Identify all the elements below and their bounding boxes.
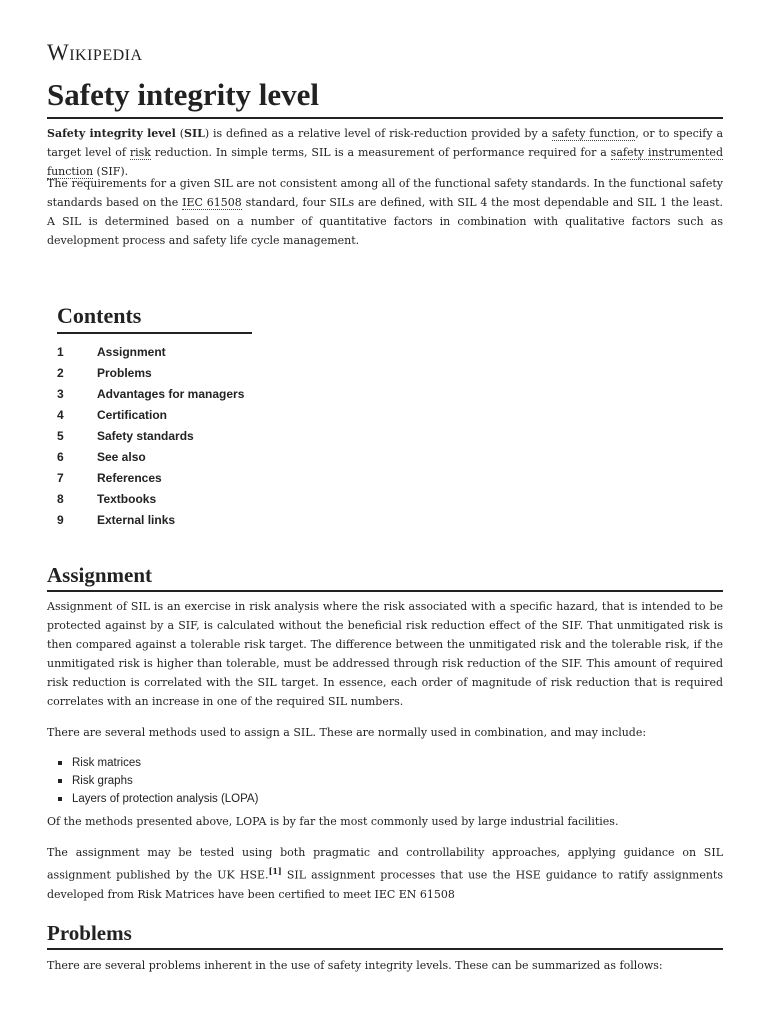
intro-text: , or to specify a target level of	[47, 127, 723, 159]
table-of-contents	[57, 302, 267, 531]
toc-number: 3	[57, 387, 64, 401]
link-safety-instrumented-function[interactable]: safety instrumented function	[47, 146, 723, 178]
toc-number: 5	[57, 429, 64, 443]
intro-text: (SIF).	[93, 165, 129, 178]
toc-number: 9	[57, 513, 64, 527]
toc-item-textbooks[interactable]	[57, 489, 267, 510]
toc-number: 1	[57, 345, 64, 359]
intro-text: (	[175, 127, 185, 140]
intro-text: reduction. In simple terms, SIL is a measurement of performance required for a	[150, 146, 611, 159]
reference-link[interactable]: [1]	[268, 866, 282, 876]
intro-paragraph-1	[47, 124, 723, 181]
assignment-paragraph-2: There are several methods used to assign a SIL. These are normally used in combination, and may include:	[47, 726, 647, 739]
toc-number: 2	[57, 366, 64, 380]
link-safety-function[interactable]: safety function	[551, 127, 636, 140]
toc-item-assignment[interactable]	[57, 342, 267, 363]
list-item: Risk graphs	[47, 772, 258, 790]
toc-label: References	[97, 471, 162, 485]
toc-label: Safety standards	[97, 429, 194, 443]
intro-text: The requirements for a given SIL are not consistent among all of the functional safety standards. In the functional safety standards based on the	[47, 177, 723, 209]
intro-text: standard, four SILs are defined, with SIL 4 the most dependable and SIL 1 the least. A SIL is determined based on a number of quantitative factors in combination with qualitative factors such as development process and safety life cycle management.	[47, 196, 724, 247]
intro-bold-abbrev: SIL	[184, 127, 205, 140]
list-item: Layers of protection analysis (LOPA)	[47, 790, 258, 808]
toc-number: 7	[57, 471, 64, 485]
toc-list	[57, 342, 267, 531]
link-iec-61508[interactable]: IEC 61508	[182, 196, 242, 209]
assignment-methods-list	[47, 754, 258, 808]
paragraph-text: The assignment may be tested using both pragmatic and controllability approaches, applying guidance on SIL assignment published by the UK HSE.	[47, 846, 723, 882]
toc-item-advantages[interactable]	[57, 384, 267, 405]
toc-label: Assignment	[97, 345, 166, 359]
page-title: Safety integrity level	[47, 76, 723, 119]
wikipedia-logo[interactable]: Wikipedia	[47, 40, 143, 65]
toc-item-problems[interactable]	[57, 363, 267, 384]
section-heading-problems: Problems	[47, 920, 723, 950]
toc-label: Problems	[97, 366, 152, 380]
list-item: Risk matrices	[47, 754, 258, 772]
toc-label: Textbooks	[97, 492, 157, 506]
toc-label: External links	[97, 513, 176, 527]
toc-number: 8	[57, 492, 64, 506]
toc-item-see-also[interactable]	[57, 447, 267, 468]
section-heading-assignment: Assignment	[47, 562, 723, 592]
assignment-paragraph-4	[47, 843, 723, 904]
toc-number: 4	[57, 408, 64, 422]
assignment-paragraph-3: Of the methods presented above, LOPA is by far the most commonly used by large industrial facilities.	[47, 815, 619, 828]
toc-item-certification[interactable]	[57, 405, 267, 426]
intro-bold-term: Safety integrity level	[47, 127, 176, 140]
paragraph-text: SIL assignment processes that use the HSE guidance to ratify assignments developed from Risk Matrices have been certified to meet IEC EN 61508	[47, 868, 723, 901]
toc-number: 6	[57, 450, 64, 464]
toc-label: Certification	[97, 408, 168, 422]
toc-item-external-links[interactable]	[57, 510, 267, 531]
assignment-paragraph-1: Assignment of SIL is an exercise in risk analysis where the risk associated with a specific hazard, that is intended to be protected against by a SIF, is calculated without the beneficial risk reduction effect of the SIF. That unmitigated risk is then compared against a tolerable risk target. The difference between the unmitigated risk and the tolerable risk, if the unmitigated risk is higher than tolerable, must be addressed through risk reduction of the SIF. This amount of required risk reduction is correlated with the SIL target. In essence, each order of magnitude of risk reduction that is required correlates with an increase in one of the required SIL numbers.	[47, 600, 723, 708]
intro-text: ) is defined as a relative level of risk-reduction provided by a	[204, 127, 552, 140]
toc-label: See also	[97, 450, 146, 464]
link-risk[interactable]: risk	[129, 146, 151, 159]
toc-item-safety-standards[interactable]	[57, 426, 267, 447]
toc-item-references[interactable]	[57, 468, 267, 489]
toc-label: Advantages for managers	[97, 387, 245, 401]
intro-paragraph-2	[47, 174, 723, 250]
toc-title: Contents	[57, 302, 252, 334]
problems-paragraph-1: There are several problems inherent in the use of safety integrity levels. These can be summarized as follows:	[47, 959, 663, 972]
